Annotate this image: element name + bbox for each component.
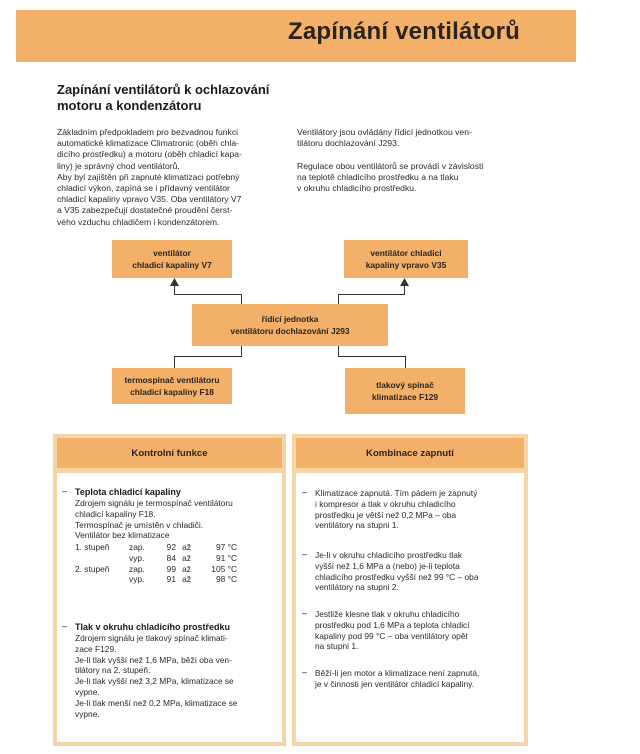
section-title: Zapínání ventilátorů k ochlazování motoru a kondenzátoru	[57, 82, 270, 113]
arrow-up-icon	[170, 278, 179, 286]
stage-cell	[75, 553, 129, 564]
stage-cell	[75, 574, 129, 585]
box-thermo-switch-f18: termospínač ventilátoru chladicí kapaliny F18	[112, 368, 232, 404]
connector-line	[405, 356, 406, 368]
switch-combination-panel	[292, 434, 528, 746]
table-row	[75, 553, 237, 564]
combination-item: Klimatizace zapnutá. Tím pádem je zapnutý i kompresor a tlak v okruhu chladicího prostředku je větší než 0,2 MPa – oba ventilátory na stupni 1.	[315, 488, 478, 531]
pressure-text: Zdrojem signálu je tlakový spínač klimati- zace F129. Je-li tlak vyšší než 1,6 MPa, běží oba ven- tilátory na 2. stupeň. Je-li tlak vyšší než 3,2 MPa, klimatizace se vypne. Je-li tlak menší než 0,2 MPa, klimatizace se vypne.	[75, 633, 238, 719]
action-cell: vyp.	[129, 574, 145, 585]
coolant-temp-title: Teplota chladicí kapaliny	[75, 487, 181, 497]
connector-line	[338, 294, 339, 304]
bullet-dash: –	[62, 486, 68, 496]
action-cell: zap.	[129, 542, 145, 552]
table-row	[75, 542, 237, 553]
to-cell: až	[182, 563, 191, 574]
box-control-unit-j293: řídicí jednotka ventilátoru dochlazování J293	[192, 304, 388, 346]
connector-line	[241, 294, 242, 304]
to-cell: až	[182, 542, 191, 552]
control-functions-panel	[53, 434, 286, 746]
table-row	[75, 574, 237, 585]
coolant-temp-text: Zdrojem signálu je termospínač ventilátoru chladicí kapaliny F18. Termospínač je umístěn v chladiči. Ventilátor bez klimatizace	[75, 498, 233, 541]
box-pressure-switch-f129: tlakový spínač klimatizace F129	[345, 368, 465, 414]
arrow-up-icon	[400, 278, 409, 286]
intro-right-text-2: Regulace obou ventilátorů se provádí v závislosti na teplotě chladicího prostředku a na tlaku v okruhu chladicího prostředku.	[297, 161, 484, 194]
combination-item: Je-li v okruhu chladicího prostředku tlak vyšší než 1,6 MPa a (nebo) je-li teplota chladicího prostředku vyšší než 99 °C – oba ventilátory na stupni 2.	[315, 550, 479, 593]
box-fan-v35: ventilátor chladicí kapaliny vpravo V35	[344, 240, 468, 278]
from-cell: 99	[166, 563, 176, 574]
intro-right-text-1: Ventilátory jsou ovládány řídicí jednotkou ven- tilátoru dochlazování J293.	[297, 127, 472, 149]
action-cell: zap.	[129, 563, 145, 574]
temp-cell: 97 °C	[215, 542, 237, 552]
connector-line	[174, 356, 175, 368]
bullet-dash: –	[302, 487, 308, 497]
bullet-dash: –	[302, 667, 308, 677]
pressure-title: Tlak v okruhu chladicího prostředku	[75, 622, 231, 632]
switch-combination-heading: Kombinace zapnutí	[296, 438, 524, 468]
connector-line	[174, 356, 242, 357]
page-title: Zapínání ventilátorů	[287, 18, 520, 45]
to-cell: až	[182, 552, 191, 563]
stage-cell: 2. stupeň	[75, 563, 110, 574]
bullet-dash: –	[62, 621, 68, 631]
panel-divider	[57, 468, 282, 473]
intro-left-text: Základním předpokladem pro bezvadnou funkci automatické klimatizace Climatronic (oběh chla- dicího prostředku) a motoru (oběh chladicí kapa- liny) je správný chod ventilátorů. Aby byl zajištěn při zapnuté klimatizaci potřebný chladicí výkon, zapíná se i přídavný ventilátor chladicí kapaliny vpravo V35. Oba ventilátory V7 a V35 zabezpečují dostatečné proudění čerst- vého vzduchu chladičem i kondenzátorem.	[57, 127, 242, 227]
fan-threshold-table	[75, 542, 237, 585]
connector-line	[241, 346, 242, 357]
connector-line	[338, 294, 405, 295]
action-cell: vyp.	[129, 552, 145, 563]
connector-line	[174, 294, 242, 295]
from-cell: 92	[166, 542, 176, 552]
box-fan-v7: ventilátor chladicí kapaliny V7	[112, 240, 232, 278]
connector-line	[338, 356, 406, 357]
temp-cell: 91 °C	[215, 552, 237, 563]
table-row	[75, 564, 237, 575]
combination-item: Jestliže klesne tlak v okruhu chladicího prostředku pod 1,6 MPa a teplota chladicí kapaliny pod 99 °C – oba ventilátory opět na stupni 1.	[315, 609, 470, 652]
control-functions-heading: Kontrolní funkce	[57, 438, 282, 468]
temp-cell: 105 °C	[211, 563, 237, 574]
from-cell: 91	[166, 574, 176, 585]
temp-cell: 98 °C	[215, 574, 237, 585]
stage-cell: 1. stupeň	[75, 542, 110, 552]
to-cell: až	[182, 574, 191, 585]
bullet-dash: –	[302, 549, 308, 559]
panel-divider	[296, 468, 524, 473]
combination-item: Běží-li jen motor a klimatizace není zapnutá, je v činnosti jen ventilátor chladicí kapaliny.	[315, 668, 480, 689]
bullet-dash: –	[302, 608, 308, 618]
from-cell: 84	[166, 552, 176, 563]
